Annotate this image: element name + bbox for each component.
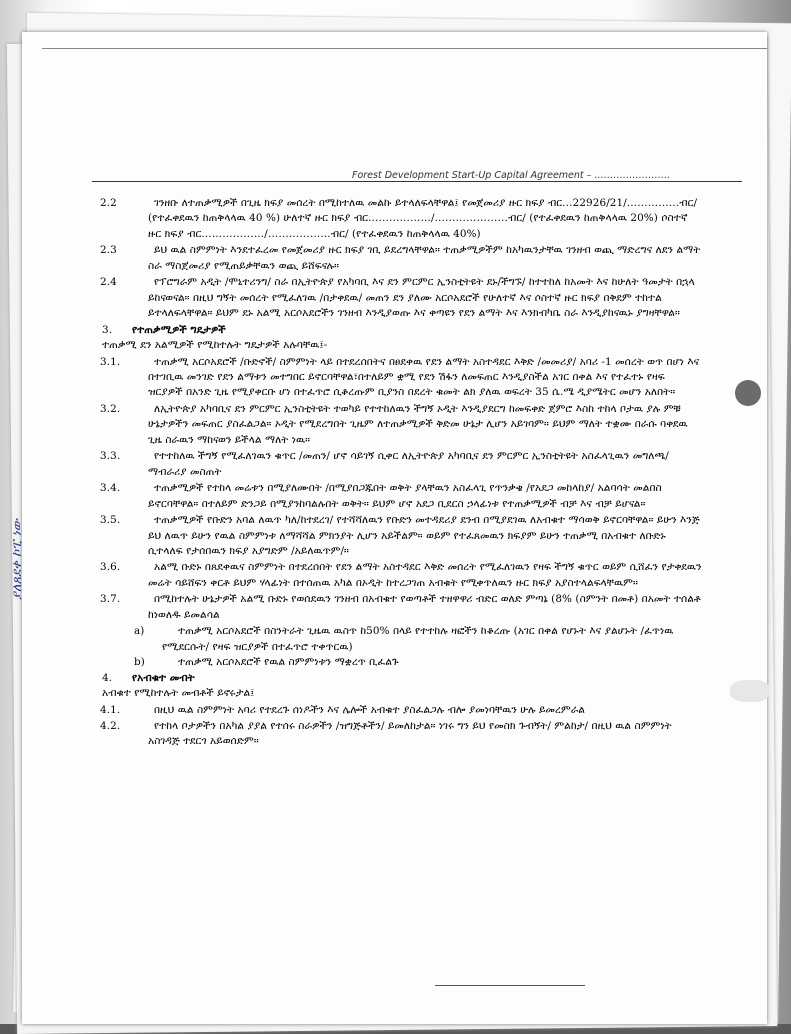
clause-text: በዚህ ዉል ስምምነት አባሪ የተደረጉ ሰነዶችን እና ሌሎች አብቁተ ያስፈልጋሉ ብሎ ያመነባቸዉን ሁሉ ይመረምራል [154,703,585,716]
clause-text: ለኢትዮጵያ አካባቢና ደን ምርምር ኢንስቲትዩት ተወካይ የተተከለዉን ችግኝ ኦዲት እንዲያደርግ ከመፍቀድ ጀምሮ እስከ ተከላ ቦታዉ ያሉ ምቹ ሁኔታዎችን መፍጠር ያስፈልጋል። ኦዲት የሚደረግበት ጊዜም ለተጠቃሚዎች ቅድመ ሁኔታ ሊሆን አይገባም። ይህም ማለት ተቋሙ በራሱ ባቀደዉ ጊዜ ስራዉን ማከናወን ይችላል ማለት ነዉ። [148,402,688,446]
clause-number: 2.4 [100,276,117,289]
clause-number: 3.5. [100,514,121,527]
clause [102,592,702,623]
clause-number: 3.6. [100,561,121,574]
page-header: Forest Development Start-Up Capital Agreement – …………………… [352,170,671,181]
section-intro [102,686,702,701]
clause-text: ተጠቃሚ አርሶአደሮች /ቡድኖች/ ስምምነት ላይ በተደረሰበትና በፀደቀዉ የደን ልማት አስተዳደር እቅድ /መመሪያ/ አባሪ -1 መሰረት ወጥ በሆነ እና በተገቢዉ መንገድ የደን ልማቱን መተግበር ይኖርባቸዋል፣በተለይም ቋሚ የደን ሽፋን ለመፍጠር እንዲያስችል አገር በቀል እና የተፈተኑ የዛፍ ዝርያዎች በአንድ ጊዜ የሚያቀርቡ ሆነ በተፈጥሮ ሲቆረጡም ቢያንስ በደረት ቁመት ልክ ያለዉ ወፍረት 35 ሴ.ሜ ዲያሜትር መሆን አለበት። [148,355,700,399]
clause-number: 3.7. [100,593,121,606]
clause [102,402,702,448]
clause-text: አብቁተ የሚከተሉት መብቶች ይኖሩታል፤ [102,687,255,700]
page-edge-rule [42,48,767,49]
clause-number: 3.3. [100,450,121,463]
clause-number: a) [134,625,145,638]
clause-number: 3.1. [100,355,121,368]
clause-number: 3.4. [100,482,121,495]
clause-number: 4.1. [100,703,121,716]
clause-number: 3.2. [100,402,121,415]
clause [102,243,702,274]
clause [102,481,702,512]
clause [102,703,702,718]
clause-number: 4.2. [100,719,121,732]
punch-hole [735,380,761,406]
clause-text: ገንዘቡ ለተጠቃሚዎች በጊዜ ክፍያ መሰረት በሚከተለዉ መልኩ ይተላለፍላቸዋል፤ የመጀመሪያ ዙር ክፍያ ብር…22926/21/……………ብር/ (የተፈቀደዉን ከጠቅላላዉ 40 %) ሁለተኛ ዙር ክፍያ ብር………………/…………………ብር/ (የተፈቀደዉን ከጠቅላላዉ 20%) ሶስተኛ ዙር ክፍያ ብር………………/………………ብር/ (የተፈቀደዉን ከጠቅላላዉ 40%) [148,197,698,240]
document-body [102,196,702,751]
clause-text: ተጠቃሚ ደን አልሚዎች የሚከተሉት ግዴታዎች አሉባቸዉ፤- [102,339,328,352]
footer-rule [435,985,585,986]
clause-number: b) [134,656,145,669]
paper-blot [730,680,770,702]
clause-number: 4. [102,671,113,684]
clause [102,196,702,242]
sub-clause [102,624,702,655]
handwritten-margin-note: ያለጸደቀ ኮፒ ነው [10,518,25,600]
clause-text: ተጠቃሚ አርሶአደሮች የዉል ስምምነቱን ማቋረጥ ቢፈልጉ [178,656,399,669]
clause-text: ይህ ዉል ስምምነት እንደተፈረመ የመጀመሪያ ዙር ክፍያ ገቢ ይደረግላቸዋል። ተጠቃሚዎችም ከአካዉንታቸዉ ገንዘብ ወጪ ማድረግና ለደን ልማት ስራ ማስጀመሪያ የሚጠይቃቸዉን ወጪ ይሸፍናሉ። [148,244,701,272]
clause-text: ተጠቃሚዎች የተከላ መሬቱን በሚያለሙበት /በሚያበጋጁበት ወቅት ያላቸዉን አስፈላጊ የጥንቃቄ /የአደጋ መከላከያ/ አልባሳት መልበስ ይኖርባቸዋል። በተለይም ድንጋይ በሚያንከባልሉበት ወቅት። ይህም ሆኖ አደጋ ቢደርስ ኃላፊነቱ የተጠቃሚዎች ብቻ እና ብቻ ይሆናል። [148,482,662,510]
clause-text: ተጠቃሚ አርሶአደሮች በስንትራት ጊዜዉ ዉስጥ ከ50% በላይ የተተከሉ ዛፎችን ከቆረጡ (አገር በቀል የሆኑት እና ያልሆኑት /ፈጥነዉ የሚደርሱት/ የዛፍ ዝርያዎች በተፈጥሮ ተቀጥርዉ) [162,625,674,653]
clause-text: የተከላ ቦታዎችን በአካል ያያል የተሰሩ ስራዎችን /ዝግጅቶችን/ ይመለከታል። ነገሩ ግን ይህ የመስክ ጉብኝት/ ምልከታ/ በዚህ ዉል ስምምነት አስገዳጅ ተደርጎ አይወሰድም። [148,719,672,748]
clause-text: የፕሮግራም አዲት /ሞኒተሪንግ/ ስራ በኢትዮጵያ የአካባቢ እና ደን ምርምር ኢንስቲትዩት ደኑ/ችግኙ/ ከተተከለ ከአመት እና ከሁለት ዓመታት በኋላ ይከናወናል። በዚህ ግኝት መሰረት የሚፈለገዉ /በታቀደዉ/ መጠን ደን ያለሙ አርሶአደሮች የሁለተኛ እና ሶስተኛ ዙር ክፍያ በቅደም ተከተል ይተላለፍላቸዋል። ይህም ደኑ አልሚ አርሶአደሮችን ገንዘብ እንዲያወጡ እና ቀጣዩን የደን ልማት እና እንክብካቤ ስራ እንዲያከናዉኑ ያግዛቸዋል። [148,276,695,320]
clause [102,275,702,321]
clause [102,355,702,401]
clause-number: 3. [102,323,113,336]
clause [102,513,702,559]
section-intro [102,338,702,353]
clause-text: የአብቁተ መብት [132,671,195,684]
clause-text: አልሚ ቡድኑ በጸደቀዉና ስምምነት በተደረሰበት የደን ልማት አስተዳደር እቅድ መሰረት የሚፈለገዉን የዛፍ ችግኝ ቁጥር ወይም ሲሸፈን የታቀደዉን መሬት ሳይሸፍን ቀርቶ ይህም ሃላፊነት በተሰጠዉ አካል በኦዲት ከተረጋገጠ አብቁት የሚቀጥለዉን ዙር ክፍያ አያስተላልፍላቸዉም። [148,561,702,589]
header-rule [92,181,742,182]
section-heading [102,671,702,686]
clause-number: 2.2 [100,197,117,209]
clause [102,719,702,750]
clause-number: 2.3 [100,244,117,257]
section-heading [102,323,702,338]
sub-clause [102,655,702,670]
clause [102,560,702,591]
clause [102,449,702,480]
clause-text: ተጠቃሚዎች የቡድን አባል ለዉጥ ካለ/ከተደረገ/ የተሻሻለዉን የቡድን መተዳደሪያ ደንብ በሚያደገዉ ለአብቁተ ማሳወቅ ይኖርባቸዋል። ይሁን እንጅ ይህ ለዉጥ ይሁን የዉል ስምምነቱ ለማሻሻል ምክንያት ሊሆን አይችልም። ወይም የተፈጸመዉን ክፍያም ይሁን ተጠቃሚ በአብቁተ ለቡድኑ ሲተላለፍ የታሰበዉን ክፍያ አያግድም /አይለዉጥም/። [148,514,700,557]
clause-text: የተተከለዉ ችግኝ የሚፈለገዉን ቁጥር /መጠን/ ሆኖ ሳይገኝ ሲቀር ለኢትዮጵያ አካባቢና ደን ምርምር ኢንስቲትዩት አስፈላጊዉን መግለጫ/ማብራሪያ መስጠት [148,450,669,478]
clause-text: በሚከተሉት ሁኔታዎች አልሚ ቡድኑ የወሰደዉን ገንዘብ በአብቁተ የወጣቶች ተዘዋዋሪ ብድር ወለድ ምጣኔ (8% (ስምንት በመቶ) በአመት ተሰልቶ ከነወለዱ ይመልሳል [148,593,701,621]
clause-text: የተጠቃሚዎች ግዴታዎች [132,323,226,336]
